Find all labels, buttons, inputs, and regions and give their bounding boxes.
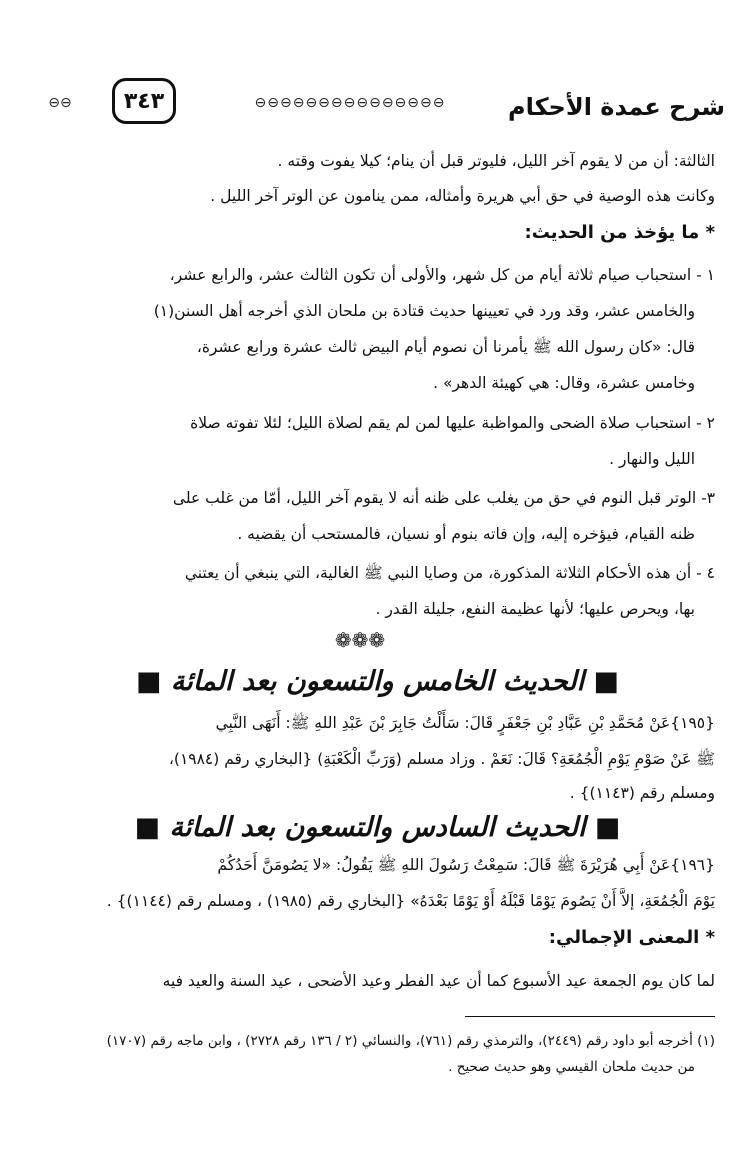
footnote-line: من حديث ملحان القيسي وهو حديث صحيح . bbox=[448, 1059, 695, 1075]
hadith-text-line: يَوْمَ الْجُمُعَةِ، إلاَّ أَنْ يَصُومَ يَوْمًا قَبْلَهُ أَوْ يَوْمًا بَعْدَهُ» {البخاري رقم (١٩٨٥) ، ومسلم رقم (١١٤٤)} . bbox=[106, 892, 715, 910]
text-line: الليل والنهار . bbox=[609, 450, 695, 468]
text-line: ظنه القيام، فيؤخره إليه، وإن فاته بنوم أو نسيان، فالمستحب أن يقضيه . bbox=[237, 525, 695, 543]
header-ornament: ⊖⊖⊖⊖⊖⊖⊖⊖⊖⊖⊖⊖⊖⊖⊖ bbox=[254, 95, 446, 111]
footnote-line: (١) أخرجه أبو داود رقم (٢٤٤٩)، والترمذي رقم (٧٦١)، والنسائي (٢ / ١٣٦ رقم ٢٧٢٨) ، وابن ماجه رقم (١٧٠٧) bbox=[106, 1033, 715, 1049]
section-ornament: ❁❁❁ bbox=[334, 628, 386, 652]
text-line: وخامس عشرة، وقال: هي كهيئة الدهر» . bbox=[433, 374, 695, 392]
text-line: لما كان يوم الجمعة عيد الأسبوع كما أن عيد الفطر وعيد الأضحى ، عيد السنة والعيد فيه bbox=[162, 972, 715, 990]
text-line: ١ - استحباب صيام ثلاثة أيام من كل شهر، والأولى أن تكون الثالث عشر، والرابع عشر، bbox=[169, 266, 715, 284]
text-line: ٢ - استحباب صلاة الضحى والمواظبة عليها لمن لم يقم لصلاة الليل؛ لئلا تفوته صلاة bbox=[190, 414, 715, 432]
text-line: الثالثة: أن من لا يقوم آخر الليل، فليوتر قبل أن ينام؛ كيلا يفوت وقته . bbox=[277, 152, 715, 170]
hadith-text-line: {١٩٥}عَنْ مُحَمَّدِ بْنِ عَبَّادِ بْنِ جَعْفَرٍ قَالَ: سَأَلْتُ جَابِرَ بْنَ عَبْدِ اللهِ ﷺ: أَنَهَى النَّبِي bbox=[215, 714, 715, 732]
text-line: وكانت هذه الوصية في حق أبي هريرة وأمثاله، ممن ينامون عن الوتر آخر الليل . bbox=[210, 187, 715, 205]
hadith-text-line: ومسلم رقم (١١٤٣)} . bbox=[569, 784, 715, 802]
text-line: ٤ - أن هذه الأحكام الثلاثة المذكورة، من وصايا النبي ﷺ الغالية، التي ينبغي أن يعتني bbox=[184, 564, 715, 582]
header-ornament-left: ⊖⊖ bbox=[48, 95, 72, 111]
hadith-title: ■ الحديث السادس والتسعون بعد المائة ■ bbox=[134, 812, 621, 843]
page-number: ٣٤٣ bbox=[112, 78, 176, 124]
text-line: قال: «كان رسول الله ﷺ يأمرنا أن نصوم أيام البيض ثالث عشرة ورابع عشرة، bbox=[196, 338, 695, 356]
hadith-title: ■ الحديث الخامس والتسعون بعد المائة ■ bbox=[135, 666, 620, 697]
section-heading: * ما يؤخذ من الحديث: bbox=[524, 222, 715, 243]
book-title: شرح عمدة الأحكام bbox=[507, 93, 725, 121]
section-heading: * المعنى الإجمالي: bbox=[548, 927, 715, 948]
text-line: بها، ويحرص عليها؛ لأنها عظيمة النفع، جليلة القدر . bbox=[375, 600, 695, 618]
text-line: والخامس عشر، وقد ورد في تعيينها حديث قتادة بن ملحان الذي أخرجه أهل السنن(١) bbox=[153, 302, 695, 320]
footnote-divider bbox=[465, 1016, 715, 1017]
text-line: ٣- الوتر قبل النوم في حق من يغلب على ظنه أنه لا يقوم آخر الليل، أمّا من غلب على bbox=[172, 489, 715, 507]
hadith-text-line: ﷺ عَنْ صَوْمِ يَوْمِ الْجُمُعَةِ؟ قَالَ: نَعَمْ . وزاد مسلم (وَرَبِّ الْكَعْبَةِ) {البخاري رقم (١٩٨٤)، bbox=[168, 750, 715, 768]
hadith-text-line: {١٩٦}عَنْ أَبِي هُرَيْرَةَ ﷺ قَالَ: سَمِعْتُ رَسُولَ اللهِ ﷺ يَقُولُ: «لا يَصُومَنَّ أَحَدُكُمْ bbox=[217, 856, 715, 874]
